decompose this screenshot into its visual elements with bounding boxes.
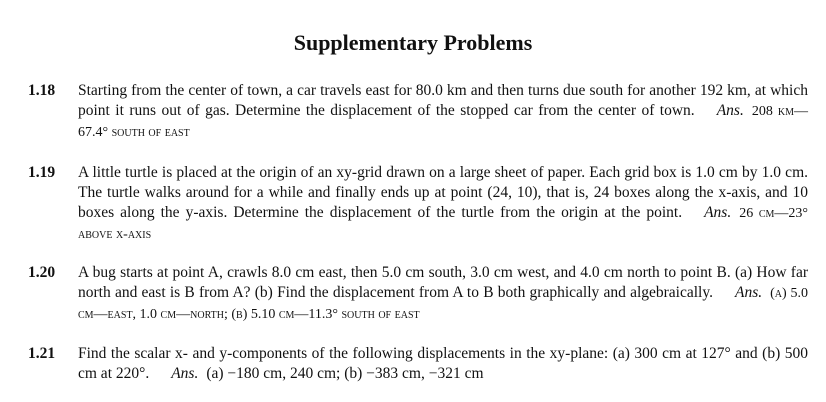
problem-1-20: [28, 263, 808, 325]
answer-label: Ans.: [734, 284, 763, 301]
problem-body: [78, 344, 808, 384]
answer-text: (a) −180 cm, 240 cm; (b) −383 cm, −321 cm: [206, 365, 484, 382]
problem-text: Starting from the center of town, a car travels east for 80.0 km and then turns due south for another 192 km, at which point it runs out of gas. Determine the displacement of the stopped car from the center of town.: [78, 82, 808, 119]
problem-1-18: [28, 81, 808, 143]
problem-text: A bug starts at point A, crawls 8.0 cm east, then 5.0 cm south, 3.0 cm west, and 4.0 cm north to point B. (a) How far north and east is B from A? (b) Find the displacement from A to B both graphically and algebraically.: [78, 264, 808, 301]
answer-text: (a) 5.0 cm—east, 1.0 cm—north; (b) 5.10 cm—11.3° south of east: [78, 286, 809, 322]
section-title: Supplementary Problems: [293, 30, 533, 55]
problem-text: A little turtle is placed at the origin of an xy-grid drawn on a large sheet of paper. Each grid box is 1.0 cm by 1.0 cm. The turtle walks around for a while and finally ends up at point (24, 10), that is, 24 boxes along the x-axis, and 10 boxes along the y-axis. Determine the displacement of the turtle from the origin at the point.: [78, 164, 808, 221]
problem-text: Find the scalar x- and y-components of the following displacements in the xy-plane: (a) 300 cm at 127° and (b) 500 cm at 220°.: [78, 345, 808, 382]
problem-body: [78, 163, 808, 245]
problem-body: [78, 263, 808, 325]
answer-label: Ans.: [171, 365, 199, 382]
answer-text: 208 km—67.4° south of east: [78, 104, 808, 140]
answer-label: Ans.: [704, 204, 732, 221]
answer-label: Ans.: [716, 102, 744, 119]
problem-number: 1.19: [28, 164, 56, 181]
problem-number: 1.21: [28, 345, 56, 362]
problem-1-19: [28, 163, 808, 245]
problem-number: 1.18: [28, 82, 56, 99]
problem-1-21: [28, 344, 808, 384]
answer-text: 26 cm—23° above x-axis: [78, 206, 808, 242]
problem-number: 1.20: [28, 264, 56, 281]
problem-body: [78, 81, 808, 143]
